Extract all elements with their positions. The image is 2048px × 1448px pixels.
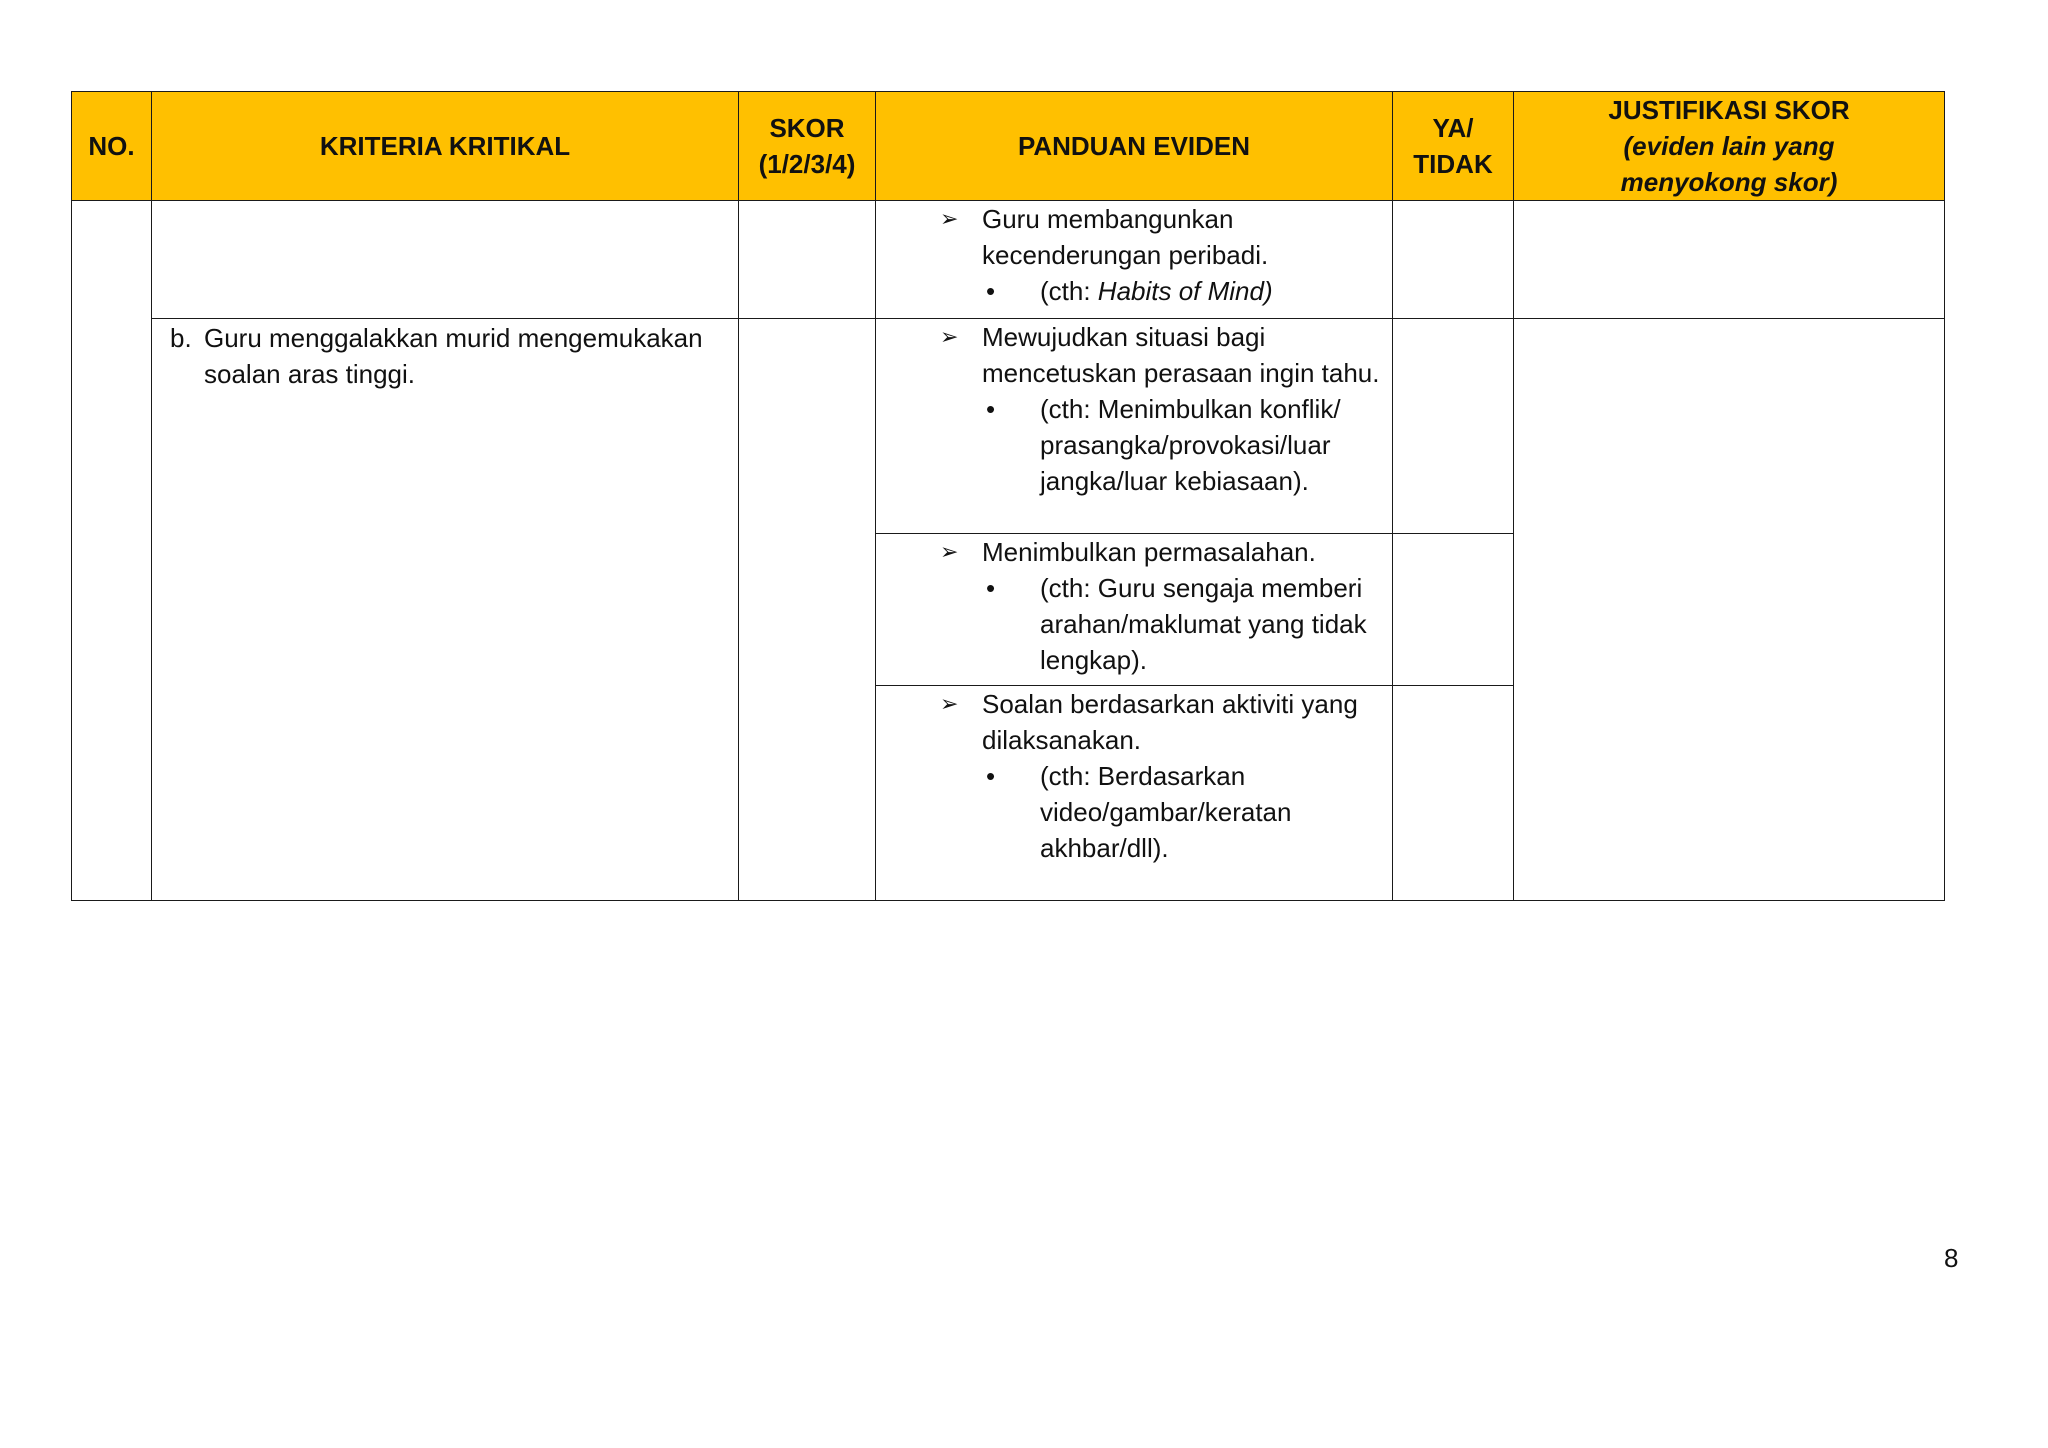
arrow-bullet-icon: ➢: [940, 539, 959, 564]
header-panduan: PANDUAN EVIDEN: [876, 92, 1393, 201]
ya-tidak-cell: [1393, 534, 1514, 686]
table-header-row: [72, 92, 1945, 201]
dot-bullet-icon: •: [986, 761, 996, 791]
evidence-cell: [876, 201, 1393, 319]
evidence-bullet-text: [1040, 273, 1273, 309]
evidence-bullet-text: (cth: Berdasarkan video/gambar/keratan akhbar/dll).: [1040, 761, 1292, 863]
evidence-arrow-text: Guru membangunkan kecenderungan peribadi.: [982, 204, 1269, 270]
evidence-arrow-item: [876, 686, 1380, 758]
evidence-arrow-text: Mewujudkan situasi bagi mencetuskan perasaan ingin tahu.: [982, 322, 1380, 388]
header-skor-line2: (1/2/3/4): [758, 149, 856, 179]
header-ya-line1: YA/: [1432, 113, 1474, 143]
ya-tidak-cell: [1393, 319, 1514, 534]
ya-tidak-cell: [1393, 201, 1514, 319]
criteria-cell-empty: [152, 201, 739, 319]
table-row: [72, 319, 1945, 534]
ya-tidak-cell: [1393, 686, 1514, 901]
header-ya-line2: TIDAK: [1413, 149, 1493, 179]
arrow-bullet-icon: ➢: [940, 324, 959, 349]
page-number: 8: [1944, 1243, 1959, 1273]
evidence-cell: [876, 686, 1393, 901]
arrow-bullet-icon: ➢: [940, 206, 959, 231]
evidence-bullet-item: [876, 391, 1380, 499]
criteria-item: [152, 320, 738, 392]
dot-bullet-icon: •: [986, 394, 996, 424]
skor-cell: [739, 319, 876, 901]
evidence-bullet-prefix: (cth:: [1040, 276, 1098, 306]
justifikasi-cell: [1514, 319, 1945, 901]
criteria-cell: [152, 319, 739, 901]
dot-bullet-icon: •: [986, 573, 996, 603]
evidence-cell: [876, 534, 1393, 686]
header-ya-tidak: [1393, 92, 1514, 201]
header-justifikasi-line2: (eviden lain yang: [1623, 131, 1835, 161]
criteria-letter: b.: [170, 323, 192, 353]
header-justifikasi: [1514, 92, 1945, 201]
evidence-arrow-text: Menimbulkan permasalahan.: [982, 537, 1316, 567]
no-cell: [72, 201, 152, 901]
header-justifikasi-line3: menyokong skor): [1620, 167, 1838, 197]
header-justifikasi-line1: JUSTIFIKASI SKOR: [1608, 95, 1850, 125]
header-skor: [739, 92, 876, 201]
header-kriteria: KRITERIA KRITIKAL: [152, 92, 739, 201]
evidence-bullet-item: [876, 570, 1380, 678]
evidence-cell: [876, 319, 1393, 534]
table-row: [72, 201, 1945, 319]
skor-cell: [739, 201, 876, 319]
evidence-arrow-item: [876, 319, 1380, 391]
evidence-bullet-text: (cth: Menimbulkan konflik/ prasangka/provokasi/luar jangka/luar kebiasaan).: [1040, 394, 1341, 496]
evidence-bullet-text: (cth: Guru sengaja memberi arahan/maklumat yang tidak lengkap).: [1040, 573, 1367, 675]
evidence-bullet-item: [876, 758, 1380, 866]
header-skor-line1: SKOR: [769, 113, 845, 143]
justifikasi-cell: [1514, 201, 1945, 319]
evidence-bullet-item: [876, 273, 1380, 309]
arrow-bullet-icon: ➢: [940, 691, 959, 716]
criteria-text: Guru menggalakkan murid mengemukakan soalan aras tinggi.: [204, 323, 703, 389]
criteria-table: [71, 91, 1945, 901]
evidence-arrow-item: [876, 201, 1380, 273]
evidence-bullet-italic: Habits of Mind): [1097, 276, 1273, 306]
evidence-arrow-item: [876, 534, 1380, 570]
evidence-arrow-text: Soalan berdasarkan aktiviti yang dilaksanakan.: [982, 689, 1358, 755]
dot-bullet-icon: •: [986, 276, 996, 306]
header-no: NO.: [72, 92, 152, 201]
